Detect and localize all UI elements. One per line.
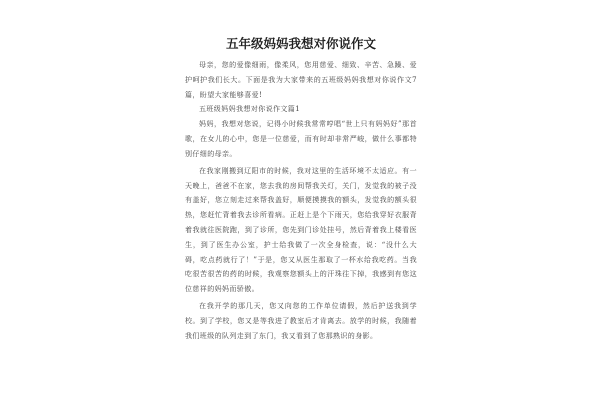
document-title: 五年级妈妈我想对你说作文 — [225, 36, 376, 51]
document-body — [185, 58, 417, 344]
intro-paragraph: 母亲，您的爱像细雨，像柔风，您用慈爱、细致、辛苦、急躁、爱护呵护我们长大。下面是我为大家带来的五班级妈妈我想对你说作文7篇，盼望大家能够喜爱! — [185, 61, 417, 99]
essay-paragraph-1: 妈妈，我想对您说，记得小时候我常常哼唱“世上只有妈妈好”那首歌，在女儿的心中，您是一位慈爱，而有时却非常严峻，做什么事都特别仔细的母亲。 — [185, 120, 417, 158]
essay-subheading: 五班级妈妈我想对你说作文篇1 — [199, 105, 301, 114]
essay-paragraph-3: 在我开学的那几天，您又向您的工作单位请假，然后护送我到学校。到了学校，您又是等我进了教室后才肯离去。放学的时候，我随着我们班级的队列走到了东门，我又看到了您那熟识的身影。 — [185, 302, 417, 340]
essay-paragraph-2: 在我家刚搬到辽阳市的时候，我对这里的生活环境不太适应。有一天晚上，爸爸不在家，您去我的房间帮我关灯，关门，发觉我的被子没有盖好，您立刻走过来帮我盖好，顺便摸摸我的额头，发觉我的额头很热，您赶忙背着我去诊所看病。正赶上是个下雨天，您给我穿好衣服背着我就往医院跑，到了诊所，您先到门诊处挂号，然后背着我上楼看医生，到了医生办公室，护士给我做了一次全身检查，说：“没什么大碍，吃点药就行了！”于是，您又从医生那取了一杯水给我吃药。当我吃很苦很苦的药的时候，我观察您额头上的汗珠往下掉，我感到有您这位慈祥的妈妈而骄傲。 — [185, 166, 417, 294]
